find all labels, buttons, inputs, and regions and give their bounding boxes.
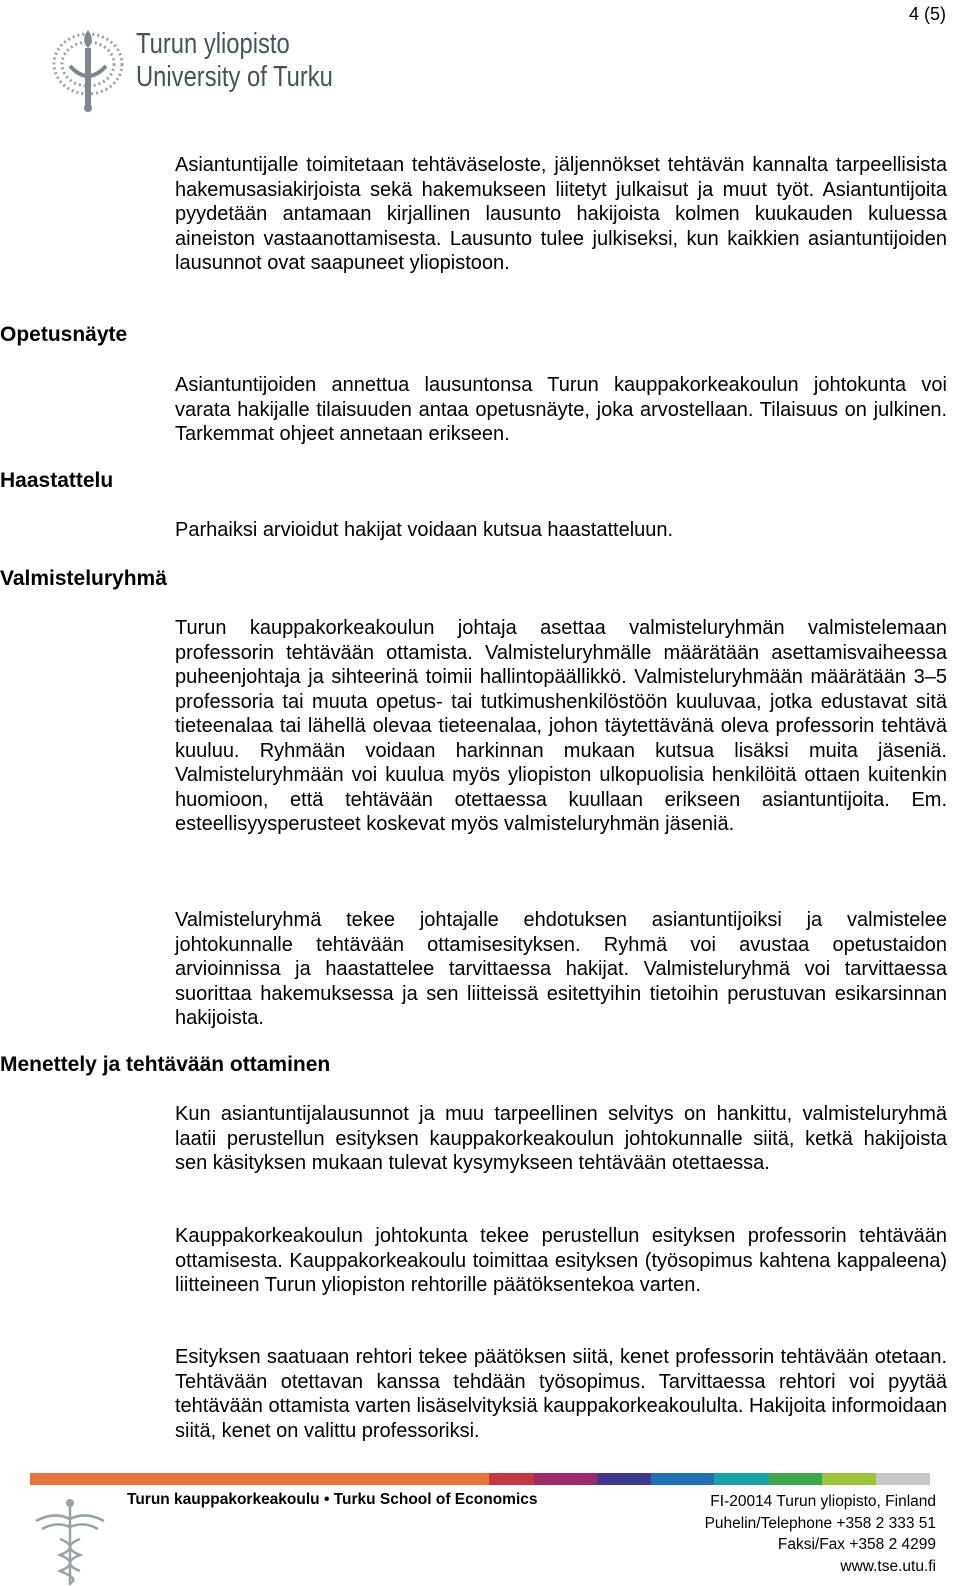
color-bar-segment: [822, 1473, 876, 1485]
color-bar-segment: [597, 1473, 651, 1485]
paragraph-haastattelu: Parhaiksi arvioidut hakijat voidaan kutsua haastatteluun.: [175, 519, 674, 541]
section-heading-opetusnayte: Opetusnäyte: [0, 323, 128, 346]
caduceus-emblem-icon: [30, 1495, 110, 1586]
color-bar-segment: [345, 1473, 489, 1485]
footer-contact: [705, 1491, 936, 1577]
footer-school-name: Turun kauppakorkeakoulu • Turku School of Economics: [127, 1491, 538, 1508]
footer-color-bar: [30, 1473, 930, 1485]
footer-website-link[interactable]: www.tse.utu.fi: [840, 1557, 936, 1575]
section-heading-menettely: Menettely ja tehtävään ottaminen: [0, 1053, 331, 1076]
university-logo: [50, 20, 360, 120]
color-bar-segment: [534, 1473, 597, 1485]
university-name-en: University of Turku: [136, 61, 333, 93]
color-bar-segment: [876, 1473, 930, 1485]
color-bar-segment: [30, 1473, 192, 1485]
paragraph-menettely-3: Esityksen saatuaan rehtori tekee päätöksen siitä, kenet professorin tehtävään otetaan. Tehtävään otettavan kanssa tehdään työsopimus. Tarvittaessa rehtori voi pyytää tehtävään ottamista varten lisäselvityksiä kauppakorkeakoululta. Hakijoita informoidaan siitä, kenet on valittu professoriksi.: [175, 1346, 947, 1442]
section-heading-valmisteluryhma: Valmisteluryhmä: [0, 567, 167, 590]
paragraph-valmisteluryhma-1: Turun kauppakorkeakoulun johtaja asettaa valmisteluryhmän valmistelemaan professorin tehtävään ottamista. Valmisteluryhmälle määrätään asettamisvaiheessa puheenjohtaja ja sihteerinä toimii hallintopäällikkö. Valmisteluryhmään määrätään 3–5 professoria tai muuta opetus- tai tutkimushenkilöstöön kuuluvaa, jotka edustavat sitä tieteenalaa tai lähellä olevaa tieteenalaa, johon täytettävänä oleva professorin tehtävä kuuluu. Ryhmään voidaan harkinnan mukaan kutsua lisäksi muita jäseniä. Valmisteluryhmään voi kuulua myös yliopiston ulkopuolisia henkilöitä ottaen kuitenkin huomioon, että tehtävään otettaessa kuullaan erikseen asiantuntijoita. Em. esteellisyysperusteet koskevat myös valmisteluryhmän jäseniä.: [175, 617, 947, 835]
university-name-fi: Turun yliopisto: [136, 28, 290, 60]
footer-fax: Faksi/Fax +358 2 4299: [777, 1536, 936, 1553]
university-name: [136, 28, 333, 94]
university-torch-emblem-icon: [50, 24, 126, 114]
color-bar-segment: [192, 1473, 345, 1485]
page-number: 4 (5): [908, 4, 946, 24]
color-bar-segment: [714, 1473, 768, 1485]
color-bar-segment: [489, 1473, 534, 1485]
paragraph-menettely-1: Kun asiantuntijalausunnot ja muu tarpeellinen selvitys on hankittu, valmisteluryhmä laatii perustellun esityksen kauppakorkeakoulun johtokunnalle siitä, ketkä hakijoista sen käsityksen mukaan tulevat kysymykseen tehtävään otettaessa.: [175, 1103, 947, 1174]
paragraph-opetusnayte: Asiantuntijoiden annettua lausuntonsa Turun kauppakorkeakoulun johtokunta voi varata hakijalle tilaisuuden antaa opetusnäyte, joka arvostellaan. Tilaisuus on julkinen. Tarkemmat ohjeet annetaan erikseen.: [175, 374, 947, 445]
footer-phone: Puhelin/Telephone +358 2 333 51: [704, 1514, 936, 1532]
section-heading-haastattelu: Haastattelu: [0, 469, 114, 492]
paragraph-valmisteluryhma-2: Valmisteluryhmä tekee johtajalle ehdotuksen asiantuntijoiksi ja valmistelee johtokunnalle tehtävään ottamisesityksen. Ryhmä voi avustaa opetustaidon arvioinnissa ja haastattelee tarvittaessa hakijat. Valmisteluryhmä voi tarvittaessa suorittaa hakemuksessa ja sen liitteissä esitettyihin tietoihin perustuvan esikarsinnan hakijoista.: [175, 909, 947, 1029]
footer-address: FI-20014 Turun yliopisto, Finland: [710, 1493, 936, 1510]
color-bar-segment: [768, 1473, 822, 1485]
paragraph-menettely-2: Kauppakorkeakoulun johtokunta tekee perustellun esityksen professorin tehtävään ottamisesta. Kauppakorkeakoulu toimittaa esityksen (työsopimus kahtena kappaleena) liitteineen Turun yliopiston rehtorille päätöksentekoa varten.: [175, 1225, 947, 1296]
paragraph-asiantuntijat: Asiantuntijalle toimitetaan tehtäväseloste, jäljennökset tehtävän kannalta tarpeellisista hakemusasiakirjoista sekä hakemukseen liitetyt julkaisut ja muut työt. Asiantuntijoita pyydetään antamaan kirjallinen lausunto hakijoista kolmen kuukauden kuluessa aineiston vastaanottamisesta. Lausunto tulee julkiseksi, kun kaikkien asiantuntijoiden lausunnot ovat saapuneet yliopistoon.: [175, 154, 947, 274]
color-bar-segment: [651, 1473, 714, 1485]
